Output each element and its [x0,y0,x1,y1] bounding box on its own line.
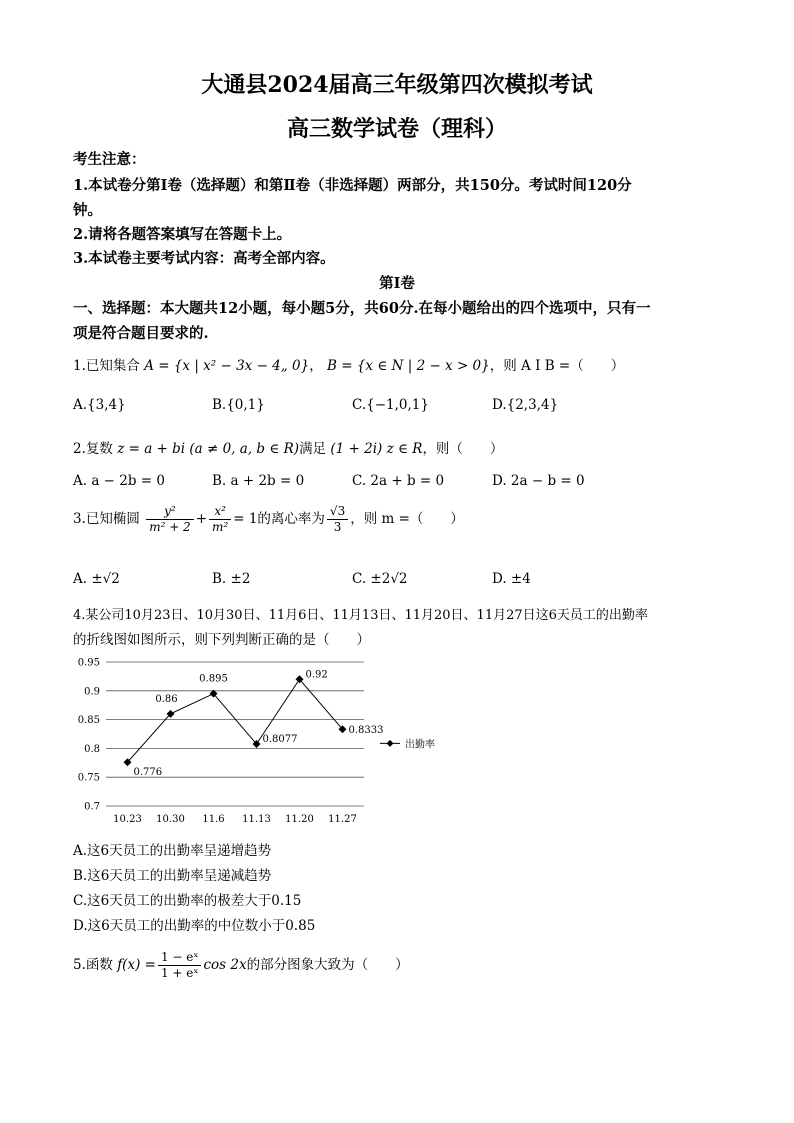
question-text-end: ，则（ ） [422,441,504,457]
section-intro: 一、选择题：本大题共12小题，每小题5分，共60分.在每小题给出的四个选项中，只有一 [73,300,651,317]
question-4: 4.某公司10月23日、10月30日、11月6日、11月13日、11月20日、11月27日这6天员工的出勤率 [73,608,648,623]
question-text-end: ，则 m =（ ） [350,511,464,527]
y-tick-label: 0.8 [84,743,100,755]
y-tick-label: 0.85 [77,715,100,727]
data-label: 0.92 [305,669,328,681]
option-c[interactable]: C. ±2√2 [352,571,408,587]
x-tick-label: 11.27 [328,814,357,825]
function-name: f(x) = [117,957,156,973]
question-text-mid: 的离心率为 [257,511,325,527]
question-text-mid: 满足 [299,441,327,457]
fraction-x: $\frac{\text{x²}}{\text{m²}}$ [209,504,231,535]
question-1 [73,354,624,374]
question-4-cont: 的折线图如图所示，则下列判断正确的是（ ） [73,632,370,648]
question-text: 函数 [85,957,113,973]
option-b[interactable]: B.{0,1} [212,397,265,413]
option-b[interactable]: B. a + 2b = 0 [212,473,305,489]
x-tick-label: 10.23 [113,814,142,825]
notice-item-1: 1.本试卷分第Ⅰ卷（选择题）和第Ⅱ卷（非选择题）两部分，共150分。考试时间120分 [73,177,632,194]
notice-item-2: 2.请将各题答案填写在答题卡上。 [73,226,292,243]
set-a: A = {x | x² − 3x − 4„ 0} [144,358,310,374]
complex-expression: z = a + bi (a ≠ 0, a, b ∈ R) [117,441,300,457]
question-4-option-a[interactable]: A.这6天员工的出勤率呈递增趋势 [73,843,272,859]
data-label: 0.86 [155,693,178,705]
option-a[interactable]: A. ±√2 [73,571,120,587]
y-tick-label: 0.75 [77,772,100,784]
part-one-label: 第Ⅰ卷 [379,275,415,292]
chart-labels [134,669,384,778]
option-d[interactable]: D.{2,3,4} [492,397,559,413]
chart-series [124,675,347,766]
question-number: 3. [73,511,86,527]
option-b[interactable]: B. ±2 [212,571,251,587]
fraction-y: $\frac{\text{y²}}{\text{m² + 2}}$ [146,504,194,535]
option-d[interactable]: D. ±4 [492,571,531,587]
chart-legend [380,737,435,750]
y-tick-label: 0.95 [77,657,100,669]
x-tick-label: 11.13 [242,814,271,825]
question-text-end: ，则 A I B =（ ） [489,358,625,374]
legend-marker [387,740,394,747]
section-intro-cont: 项是符合题目要求的. [73,325,209,342]
eccentricity-fraction: $\frac{√3}{3}$ [327,504,348,535]
question-1-options [73,397,753,419]
question-number: 2. [73,441,86,457]
cosine-term: cos 2x [203,957,247,973]
notice-item-1-cont: 钟。 [73,202,102,219]
data-label: 0.776 [133,767,163,779]
plus-sign: + [195,511,208,527]
question-2 [73,437,503,457]
question-number: 5. [73,957,86,973]
option-d[interactable]: D. 2a − b = 0 [492,473,585,489]
question-number: 1. [73,358,86,374]
question-text: 复数 [85,441,113,457]
option-a[interactable]: A. a − 2b = 0 [73,473,165,489]
data-label: 0.895 [199,673,228,685]
condition-expression: (1 + 2i) z ∈ R [330,441,423,457]
question-4-option-b[interactable]: B.这6天员工的出勤率呈递减趋势 [73,868,272,884]
question-5 [73,950,409,981]
question-4-option-c[interactable]: C.这6天员工的出勤率的极差大于0.15 [73,893,302,909]
series-line [128,679,343,762]
x-tick-label: 10.30 [156,814,185,825]
y-tick-label: 0.9 [84,686,100,698]
x-tick-label: 11.6 [202,814,225,825]
option-c[interactable]: C. 2a + b = 0 [352,473,445,489]
x-tick-label: 11.20 [285,814,314,825]
question-4-option-d[interactable]: D.这6天员工的出勤率的中位数小于0.85 [73,918,316,934]
data-label: 0.8077 [262,733,298,745]
question-text: 已知椭圆 [85,511,140,527]
function-fraction: $\frac{\text{1 − eˣ}}{\text{1 + eˣ}}$ [158,950,202,981]
question-2-options [73,473,753,495]
notice-item-3: 3.本试卷主要考试内容：高考全部内容。 [73,250,335,267]
y-tick-label: 0.7 [84,801,100,813]
question-text-end: 的部分图象大致为（ ） [246,957,409,973]
legend-label: 出勤率 [405,739,435,751]
exam-title: 大通县2024届高三年级第四次模拟考试 [201,72,593,98]
question-3 [73,504,464,535]
exam-subtitle: 高三数学试卷（理科） [286,116,507,142]
set-b: B = {x ∈ N | 2 − x > 0} [327,358,490,374]
option-a[interactable]: A.{3,4} [73,397,126,413]
notice-heading: 考生注意： [73,151,146,168]
option-c[interactable]: C.{−1,0,1} [352,397,429,413]
equals-one: = 1 [233,511,258,527]
data-label: 0.8333 [348,725,384,737]
attendance-line-chart [68,652,478,832]
question-text: 已知集合 [85,358,140,374]
question-3-options [73,571,753,593]
separator: ， [309,358,323,374]
